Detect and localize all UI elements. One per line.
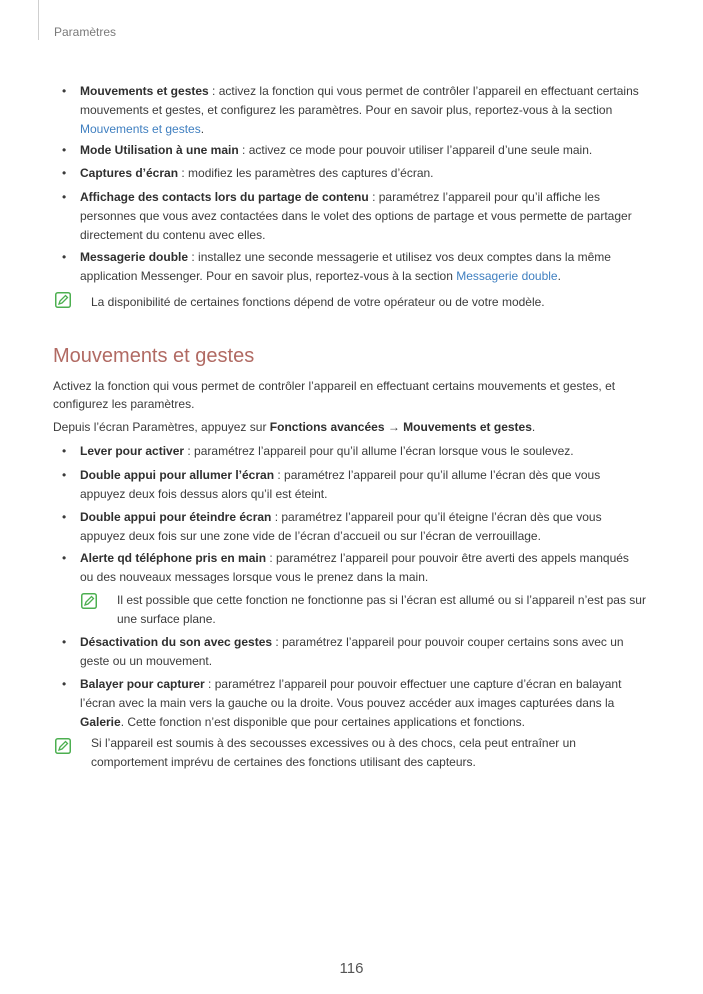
note-icon bbox=[55, 738, 71, 754]
note-text: La disponibilité de certaines fonctions dépend de votre opérateur ou de votre modèle. bbox=[91, 295, 545, 309]
menu-path-advanced-features: Fonctions avancées bbox=[269, 420, 385, 434]
item-term: Désactivation du son avec gestes bbox=[80, 635, 273, 649]
list-item bbox=[62, 508, 642, 546]
item-term: Lever pour activer bbox=[80, 444, 185, 458]
section-intro: Activez la fonction qui vous permet de contrôler l’appareil en effectuant certains mouvements et gestes, et configurez les paramètres. bbox=[53, 379, 616, 411]
item-description: : paramétrez l’appareil pour qu’il éteigne l’écran dès que vous appuyez deux fois sur une zone vide de l’écran d’accueil ou sur l’écran de verrouillage. bbox=[80, 510, 602, 543]
note-icon bbox=[81, 593, 97, 609]
note-icon bbox=[55, 292, 71, 308]
item-term: Mode Utilisation à une main bbox=[80, 143, 239, 157]
item-description: : activez ce mode pour pouvoir utiliser l’appareil d’une seule main. bbox=[238, 143, 593, 157]
bullet-icon: • bbox=[62, 468, 67, 482]
gallery-app-name: Galerie bbox=[80, 715, 121, 729]
list-item bbox=[62, 466, 642, 504]
item-description: : modifiez les paramètres des captures d’écran. bbox=[178, 166, 434, 180]
item-punctuation: . bbox=[557, 269, 561, 283]
item-term: Alerte qd téléphone pris en main bbox=[80, 551, 267, 565]
cross-reference-link[interactable]: Messagerie double bbox=[456, 269, 558, 283]
bullet-icon: • bbox=[62, 84, 67, 98]
bullet-icon: • bbox=[62, 190, 67, 204]
navigation-path bbox=[53, 418, 653, 436]
item-description: : paramétrez l’appareil pour pouvoir effectuer une capture d’écran en balayant l’écran avec la main vers la gauche ou la droite. Vous pouvez accéder aux images capturées dans la bbox=[80, 677, 622, 710]
item-description: : installez une seconde messagerie et utilisez vos deux comptes dans la même application Messenger. Pour en savoir plus, reportez-vous à la section bbox=[80, 250, 611, 283]
list-item bbox=[62, 549, 642, 587]
item-punctuation: . bbox=[200, 122, 205, 136]
path-prefix: Depuis l’écran Paramètres, appuyez sur bbox=[53, 420, 270, 434]
item-description: : paramétrez l’appareil pour qu’il affiche les personnes que vous avez contactées dans le volet des options de partage et vous permette de partager directement du contenu avec elles. bbox=[80, 190, 632, 242]
list-item bbox=[62, 442, 642, 461]
bullet-icon: • bbox=[62, 635, 67, 649]
item-term: Affichage des contacts lors du partage de contenu bbox=[80, 190, 369, 204]
item-term: Captures d’écran bbox=[80, 166, 179, 180]
list-item bbox=[62, 675, 642, 732]
note-text: Il est possible que cette fonction ne fonctionne pas si l’écran est allumé ou si l’appareil n’est pas sur une surface plane. bbox=[117, 593, 646, 626]
bullet-icon: • bbox=[62, 510, 67, 524]
section-title: Mouvements et gestes bbox=[53, 345, 255, 367]
menu-path-motions-gestures: Mouvements et gestes bbox=[403, 420, 532, 434]
bullet-icon: • bbox=[62, 166, 67, 180]
item-description: : paramétrez l’appareil pour pouvoir être averti des appels manqués ou des nouveaux messages lorsque vous le prenez dans la main. bbox=[80, 551, 629, 584]
path-suffix: . bbox=[531, 420, 536, 434]
list-item bbox=[62, 164, 642, 183]
item-term: Double appui pour éteindre écran bbox=[80, 510, 272, 524]
bullet-icon: • bbox=[62, 143, 67, 157]
cross-reference-link[interactable]: Mouvements et gestes bbox=[80, 122, 201, 136]
list-item bbox=[62, 188, 642, 245]
item-description: : paramétrez l’appareil pour pouvoir couper certains sons avec un geste ou un mouvement. bbox=[80, 635, 624, 668]
header-divider bbox=[38, 0, 39, 40]
list-item bbox=[62, 141, 642, 160]
item-term: Messagerie double bbox=[80, 250, 189, 264]
list-item bbox=[62, 248, 642, 286]
list-item bbox=[62, 633, 642, 671]
list-item bbox=[62, 82, 642, 139]
item-description: : activez la fonction qui vous permet de contrôler l’appareil en effectuant certains mouvements et gestes, et configurez les paramètres. Pour en savoir plus, reportez-vous à la section bbox=[80, 84, 639, 117]
item-description-end: . Cette fonction n’est disponible que pour certaines applications et fonctions. bbox=[120, 715, 525, 729]
bullet-icon: • bbox=[62, 250, 67, 264]
item-description: : paramétrez l’appareil pour qu’il allume l’écran dès que vous appuyez deux fois dessus alors qu’il est éteint. bbox=[80, 468, 601, 501]
item-term: Mouvements et gestes bbox=[80, 84, 209, 98]
bullet-icon: • bbox=[62, 677, 67, 691]
note-text: Si l’appareil est soumis à des secousses excessives ou à des chocs, cela peut entraîner un comportement imprévu de certaines des fonctions utilisant des capteurs. bbox=[91, 736, 576, 769]
item-description: : paramétrez l’appareil pour qu’il allume l’écran lorsque vous le soulevez. bbox=[184, 444, 574, 458]
path-arrow: → bbox=[384, 420, 404, 434]
page-number: 116 bbox=[339, 960, 364, 977]
item-term: Balayer pour capturer bbox=[80, 677, 205, 691]
item-term: Double appui pour allumer l’écran bbox=[80, 468, 275, 482]
bullet-icon: • bbox=[62, 444, 67, 458]
running-header: Paramètres bbox=[54, 25, 117, 39]
bullet-icon: • bbox=[62, 551, 67, 565]
